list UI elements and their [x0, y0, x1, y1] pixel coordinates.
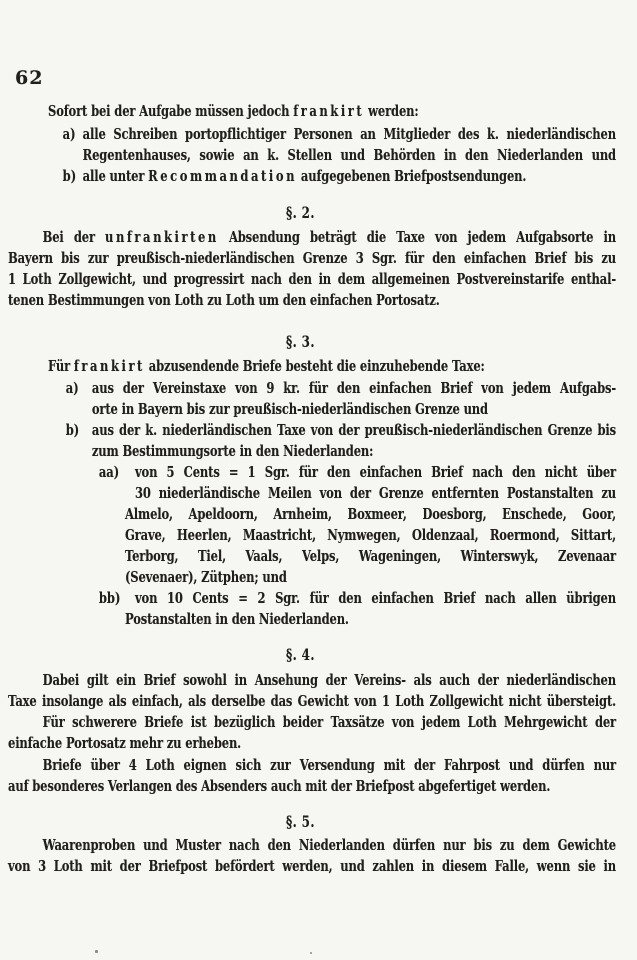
text-segment: werden: [364, 102, 419, 120]
text-segment-letterspaced: frankirt [73, 357, 145, 375]
section-4-paragraph-1 [8, 670, 616, 712]
section-2-paragraph [8, 227, 616, 311]
text-line: auf besonderes Verlangen des Absenders auch mit der Briefpost abgefertiget werden. [8, 777, 551, 795]
text-line: einfache Portosatz mehr zu erheben. [8, 734, 242, 752]
text-line: von 10 Cents = 2 Sgr. für den einfachen Brief nach allen übrigen [134, 589, 616, 607]
section-4-paragraph-3 [8, 755, 616, 797]
section-3-lead [8, 356, 616, 377]
section-heading-5: §. 5. [285, 812, 315, 831]
list-item-b [92, 420, 616, 462]
list-marker-b: b) [65, 421, 80, 439]
text-segment: aufgegebenen Briefpostsendungen. [297, 167, 527, 185]
section-heading-2: §. 2. [285, 203, 315, 222]
list-item-b [83, 166, 616, 187]
text-line: Regentenhauses, sowie an k. Stellen und Behörden in den Niederlanden und [82, 146, 616, 164]
section-5-paragraph [8, 835, 616, 877]
list-marker-b: b) [62, 167, 77, 185]
section-heading-4: §. 4. [285, 645, 315, 664]
text-line: Postanstalten in den Niederlanden. [124, 610, 349, 628]
text-segment-letterspaced: frankirt [293, 102, 365, 120]
text-segment: Bei der [42, 228, 106, 246]
text-line: 30 niederländische Meilen von der Grenze entfernten Postanstalten zu [134, 484, 616, 502]
text-line: Taxe insolange als einfach, als derselbe das Gewicht von 1 Loth Zollgewicht nicht übersteigt. [8, 692, 616, 710]
list-marker-bb: bb) [98, 589, 121, 607]
text-segment: alle unter [82, 167, 149, 185]
list-item-bb [125, 588, 616, 630]
text-line: (Sevenaer), Zütphen; und [124, 568, 287, 586]
text-line [8, 101, 616, 122]
text-line: 1 Loth Zollgewicht, und progressirt nach den in dem allgemeinen Postvereinstarife enthal- [8, 270, 616, 288]
text-line: aus der Vereinstaxe von 9 kr. für den einfachen Brief von jedem Aufgabs- [91, 379, 616, 397]
list-item-aa [125, 462, 616, 588]
text-line [8, 356, 616, 377]
text-segment: Absendung beträgt die Taxe von jedem Aufgabsorte in [218, 228, 616, 246]
text-line: von 3 Loth mit der Briefpost befördert werden, und zahlen in diesem Falle, wenn sie in [8, 857, 616, 875]
text-segment-letterspaced: Recommandation [148, 167, 298, 185]
list-item-a [83, 124, 616, 166]
text-line: von 5 Cents = 1 Sgr. für den einfachen Brief nach den nicht über [134, 463, 616, 481]
text-segment: Für [48, 357, 74, 375]
text-line: alle Schreiben portopflichtiger Personen an Mitglieder des k. niederländischen [82, 125, 616, 143]
text-segment: Sofort bei der Aufgabe müssen jedoch [48, 102, 294, 120]
text-line: Briefe über 4 Loth eignen sich zur Versendung mit der Fahrpost und dürfen nur [42, 756, 616, 774]
intro-lead-paragraph [8, 101, 616, 122]
text-line: aus der k. niederländischen Taxe von der preußisch-niederländischen Grenze bis [91, 421, 616, 439]
text-line: Almelo, Apeldoorn, Arnheim, Boxmeer, Doesborg, Enschede, Goor, [124, 505, 616, 523]
text-line [83, 166, 616, 187]
list-marker-a: a) [62, 125, 76, 143]
text-line: Für schwerere Briefe ist bezüglich beider Taxsätze von jedem Loth Mehrgewicht der [42, 713, 616, 731]
text-line: Bayern bis zur preußisch-niederländischen Grenze 3 Sgr. für den einfachen Brief bis zu [8, 249, 616, 267]
list-item-a [92, 378, 616, 420]
text-line: Grave, Heerlen, Maastricht, Nymwegen, Oldenzaal, Roermond, Sittart, [124, 526, 616, 544]
text-line: Dabei gilt ein Brief sowohl in Ansehung der Vereins- als auch der niederländischen [42, 671, 616, 689]
page-number: 62 [15, 67, 44, 89]
scan-speck [95, 950, 98, 953]
list-marker-aa: aa) [98, 463, 120, 481]
text-line: tenen Bestimmungen von Loth zu Loth um den einfachen Portosatz. [8, 291, 440, 309]
section-4-paragraph-2 [8, 712, 616, 754]
text-line: Waarenproben und Muster nach den Niederlanden dürfen nur bis zu dem Gewichte [42, 836, 616, 854]
section-heading-3: §. 3. [285, 332, 315, 351]
text-segment: abzusendende Briefe besteht die einzuhebende Taxe: [144, 357, 485, 375]
text-segment-letterspaced: unfrankirten [105, 228, 219, 246]
text-line: orte in Bayern bis zur preußisch-niederländischen Grenze und [91, 400, 488, 418]
text-line: zum Bestimmungsorte in den Niederlanden: [91, 442, 374, 460]
text-line: Terborg, Tiel, Vaals, Velps, Wageningen, Winterswyk, Zevenaar [124, 547, 616, 565]
scan-speck [310, 952, 312, 954]
text-line [8, 227, 616, 248]
list-marker-a: a) [65, 379, 79, 397]
